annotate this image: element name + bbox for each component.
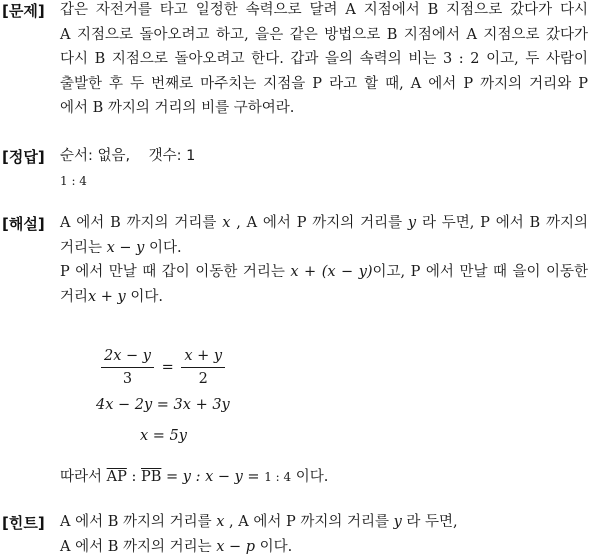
solution-conclusion: 따라서 $\overline{AP}$ : $\overline{PB} = y$ : x − y = 1 : 4 이다. xyxy=(60,465,328,486)
equation-2: 4x − 2y = 3x + 3y xyxy=(96,397,230,413)
solution-line-2: 거리는 x − y 이다. xyxy=(60,236,588,261)
solution-tag: [해설] xyxy=(2,213,45,234)
problem-text xyxy=(60,0,588,121)
answer-value: 1 : 4 xyxy=(60,169,588,194)
equals-sign: = xyxy=(162,360,174,376)
problem-line-3: 다시 B 지점으로 돌아오려고 한다. 갑과 을의 속력의 비는 3 : 2 이고, 두 사람이 xyxy=(60,47,588,72)
answer-body xyxy=(60,144,588,193)
hint-line-2: A 에서 B 까지의 거리는 x − p 이다. xyxy=(60,535,588,559)
conclusion-ratio: 1 : 4 xyxy=(264,470,291,484)
hint-body xyxy=(60,510,588,559)
answer-meta xyxy=(60,144,588,169)
problem-tag: [문제] xyxy=(2,0,45,21)
problem-line-5: 에서 B 까지의 거리의 비를 구하여라. xyxy=(60,96,588,121)
hint-line-1: A 에서 B 까지의 거리를 x , A 에서 P 까지의 거리를 y 라 두면, xyxy=(60,510,588,535)
problem-line-1: 갑은 자전거를 타고 일정한 속력으로 달려 A 지점에서 B 지점으로 갔다가 다시 xyxy=(60,0,588,23)
solution-line-3: P 에서 만날 때 갑이 이동한 거리는 x + (x − y)이고, P 에서 만날 때 을이 이동한 xyxy=(60,260,588,285)
segment-ap: $\overline{AP}$ xyxy=(107,469,127,485)
solution-line-1: A 에서 B 까지의 거리를 x , A 에서 P 까지의 거리를 y 라 두면, P 에서 B 까지의 xyxy=(60,211,588,236)
fraction-right: $\frac{x + y}{2}$ xyxy=(181,347,225,388)
problem-line-2: A 지점으로 돌아오려고 하고, 을은 같은 방법으로 B 지점에서 A 지점으로 갔다가 xyxy=(60,23,588,48)
equation-fraction xyxy=(98,347,228,388)
answer-tag: [정답] xyxy=(2,146,45,167)
problem-line-4: 출발한 후 두 번째로 마주치는 지점을 P 라고 할 때, A 에서 P 까지의 거리와 P xyxy=(60,72,588,97)
answer-order-label: 순서: 없음, xyxy=(60,148,130,164)
answer-count-label: 갯수: 1 xyxy=(149,148,196,164)
solution-line-4: 거리x + y 이다. xyxy=(60,285,588,310)
segment-pb: $\overline{PB}$ xyxy=(141,469,161,485)
solution-body xyxy=(60,211,588,309)
equation-3: x = 5y xyxy=(140,428,187,444)
fraction-left: $\frac{2x - y}{3}$ xyxy=(101,347,154,388)
hint-tag: [힌트] xyxy=(2,512,45,533)
